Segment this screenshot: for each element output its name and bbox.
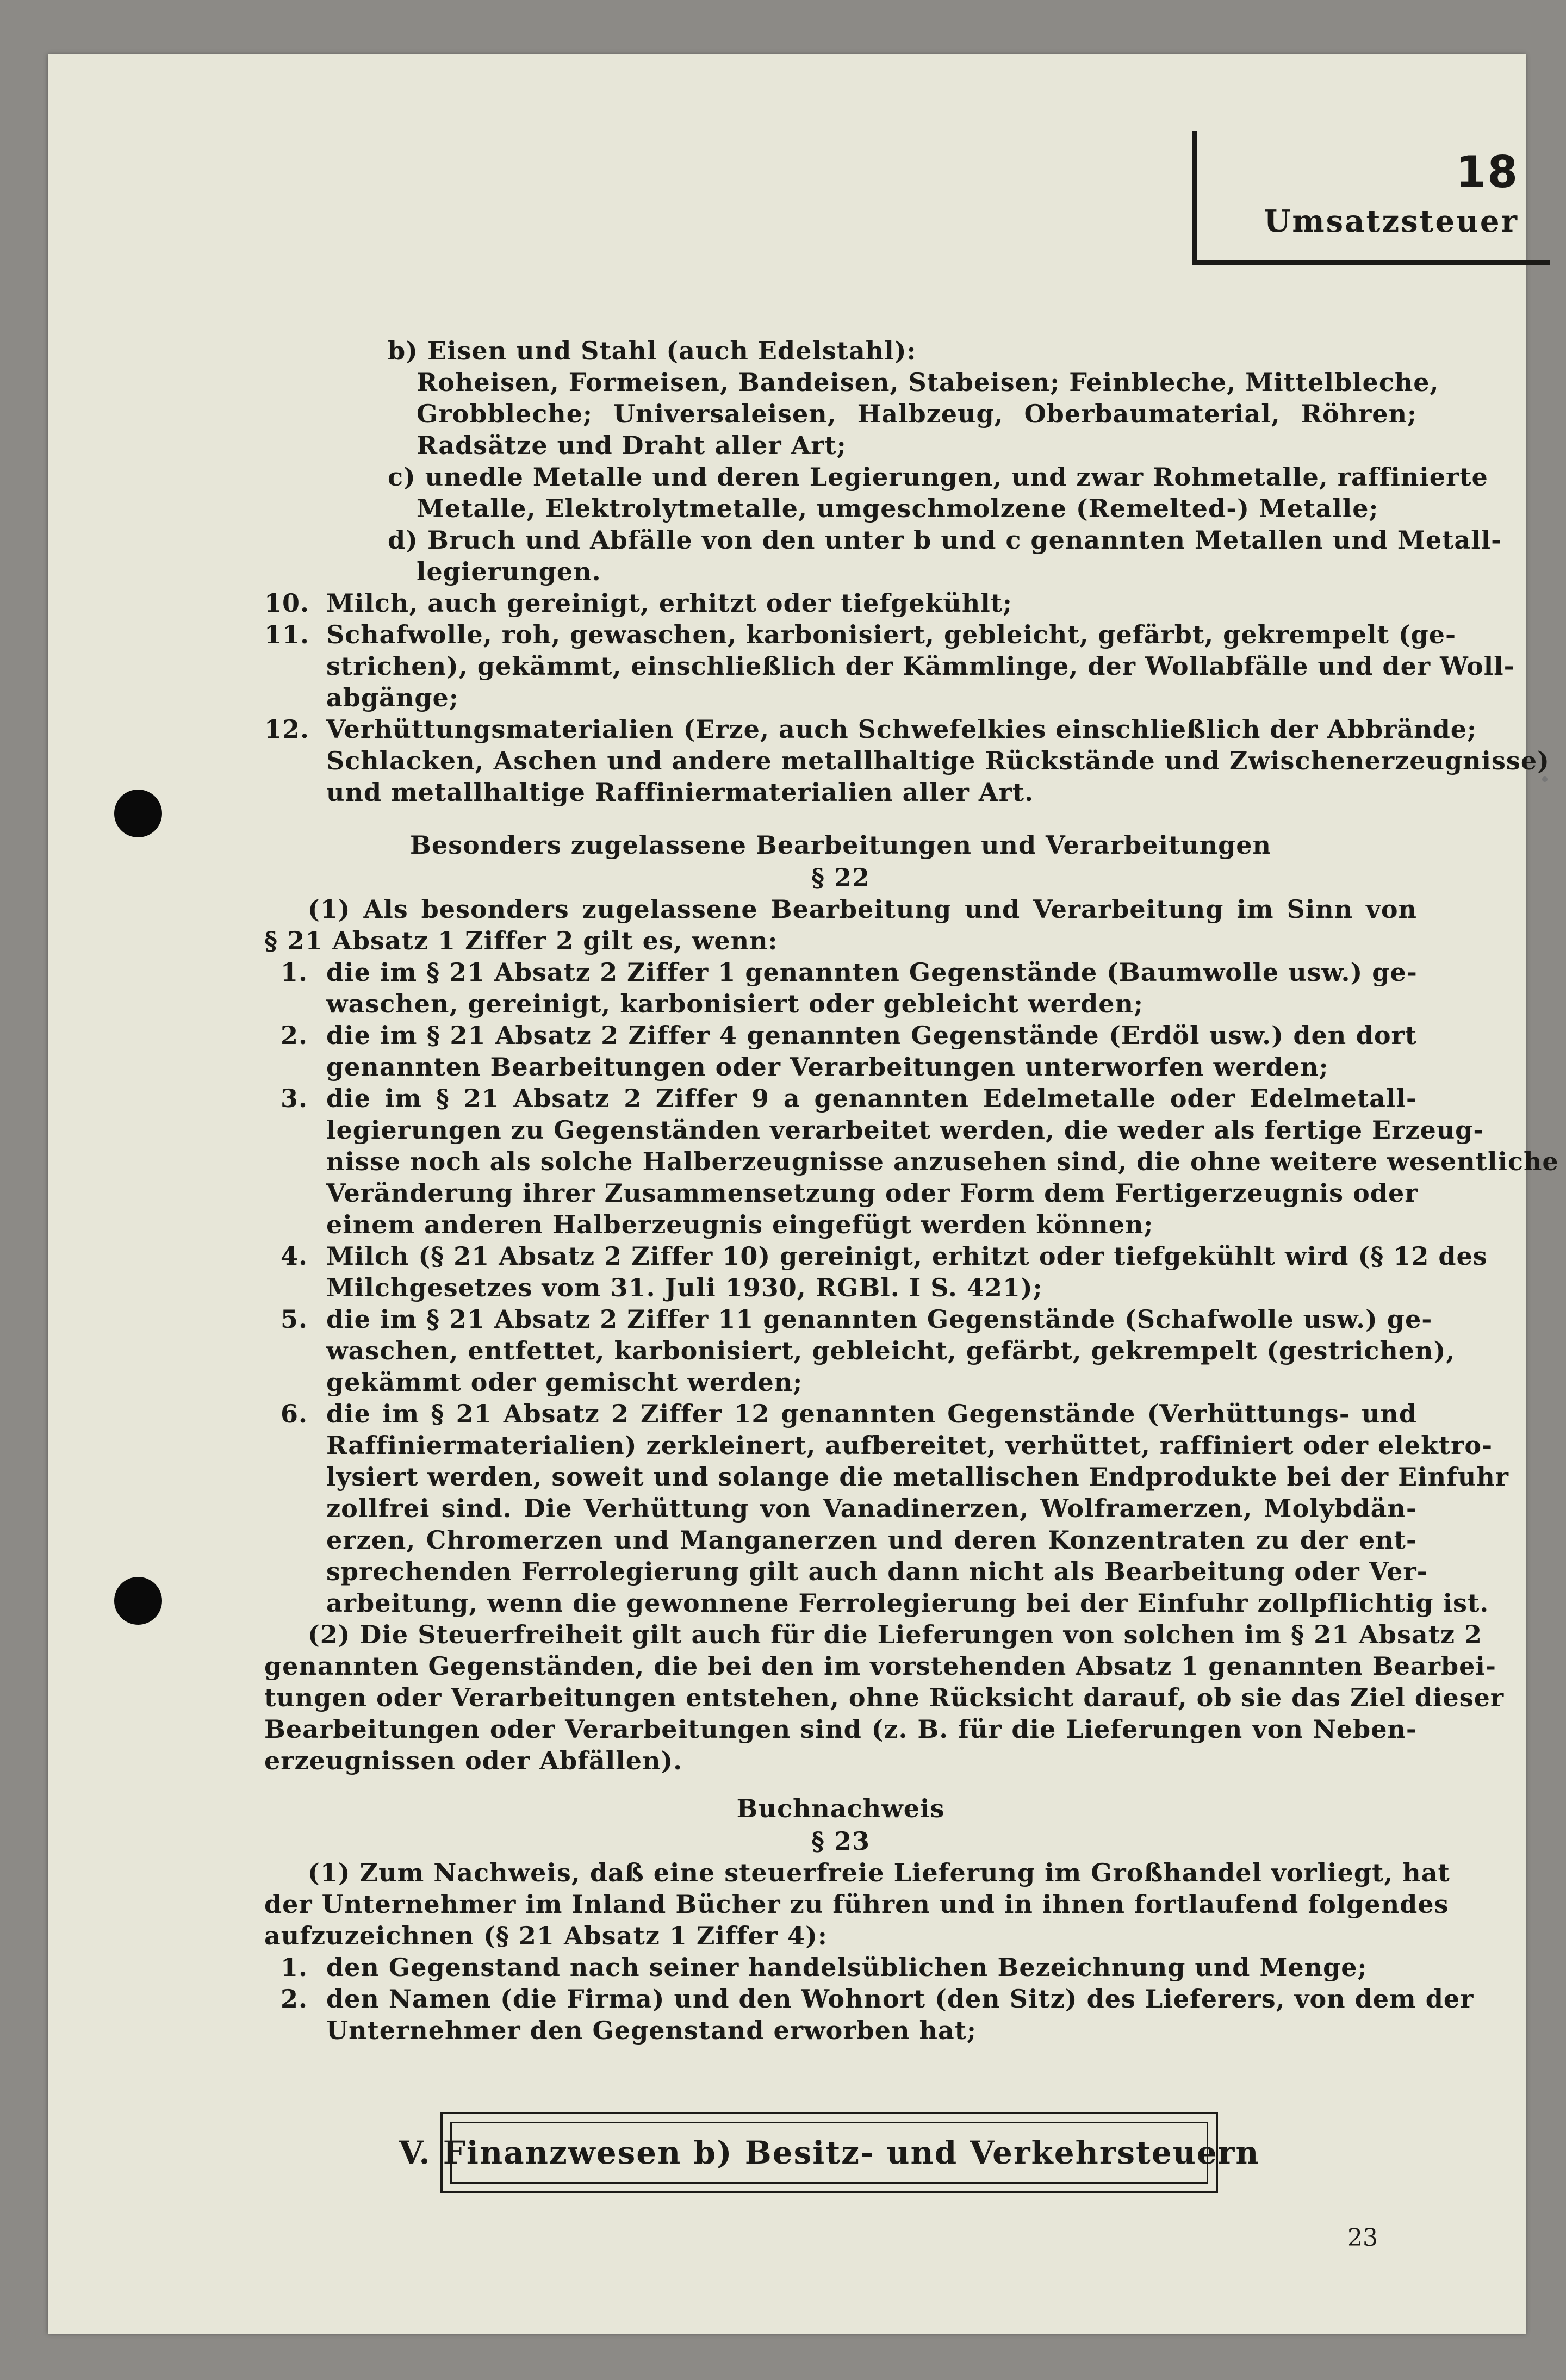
text-line: Verhüttungsmaterialien (Erze, auch Schwefelkies einschließlich der Abbrände;	[326, 714, 1477, 744]
text-line: Grobbleche; Universaleisen, Halbzeug, Oberbaumaterial, Röhren;	[417, 399, 1417, 428]
section-header	[1192, 131, 1550, 265]
list-marker: 11.	[264, 620, 310, 649]
text-line: die im § 21 Absatz 2 Ziffer 4 genannten Gegenstände (Erdöl usw.) den dort	[326, 1021, 1417, 1050]
page-number: 23	[1347, 2224, 1378, 2252]
text-line: erzen, Chromerzen und Manganerzen und deren Konzentraten zu der ent-	[326, 1525, 1417, 1555]
text-line: legierungen zu Gegenständen verarbeitet werden, die weder als fertige Erzeug-	[326, 1115, 1484, 1145]
section-heading: Buchnachweis	[736, 1794, 945, 1823]
text-line: die im § 21 Absatz 2 Ziffer 11 genannten Gegenstände (Schafwolle usw.) ge-	[326, 1304, 1433, 1334]
text-line: zollfrei sind. Die Verhüttung von Vanadinerzen, Wolframerzen, Molybdän-	[326, 1494, 1417, 1523]
text-line: gekämmt oder gemischt werden;	[326, 1368, 803, 1397]
text-line: aufzuzeichnen (§ 21 Absatz 1 Ziffer 4):	[264, 1921, 828, 1950]
text-line: der Unternehmer im Inland Bücher zu führen und in ihnen fortlaufend folgendes	[264, 1890, 1449, 1919]
list-marker: 6.	[281, 1399, 308, 1428]
paper-speck	[1542, 776, 1548, 782]
list-marker: 1.	[281, 958, 308, 987]
section-title: Umsatzsteuer	[1264, 203, 1519, 239]
footer-category-label: V. Finanzwesen b) Besitz- und Verkehrsteuern	[399, 2134, 1260, 2171]
text-line: b) Eisen und Stahl (auch Edelstahl):	[388, 336, 917, 365]
text-line: den Gegenstand nach seiner handelsüblichen Bezeichnung und Menge;	[326, 1953, 1368, 1982]
text-line: strichen), gekämmt, einschließlich der Kämmlinge, der Wollabfälle und der Woll-	[326, 651, 1515, 681]
text-line: Metalle, Elektrolytmetalle, umgeschmolzene (Remelted-) Metalle;	[417, 494, 1379, 523]
text-line: Veränderung ihrer Zusammensetzung oder Form dem Fertigerzeugnis oder	[326, 1178, 1419, 1208]
text-line: nisse noch als solche Halberzeugnisse anzusehen sind, die ohne weitere wesentliche	[326, 1147, 1559, 1176]
list-marker: 2.	[281, 1984, 308, 2014]
text-line: und metallhaltige Raffiniermaterialien aller Art.	[326, 778, 1034, 807]
text-line: c) unedle Metalle und deren Legierungen, und zwar Rohmetalle, raffinierte	[388, 462, 1488, 492]
text-line: Radsätze und Draht aller Art;	[417, 431, 847, 460]
list-marker: 1.	[281, 1953, 308, 1982]
text-line: sprechenden Ferrolegierung gilt auch dann nicht als Bearbeitung oder Ver-	[326, 1557, 1428, 1586]
text-line: Milch, auch gereinigt, erhitzt oder tiefgekühlt;	[326, 588, 1012, 618]
text-line: Milchgesetzes vom 31. Juli 1930, RGBl. I S. 421);	[326, 1273, 1043, 1302]
paragraph-number: § 23	[811, 1826, 871, 1856]
text-line: Unternehmer den Gegenstand erworben hat;	[326, 2016, 977, 2045]
text-line: (1) Als besonders zugelassene Bearbeitung und Verarbeitung im Sinn von	[308, 894, 1417, 924]
text-line: erzeugnissen oder Abfällen).	[264, 1746, 683, 1775]
text-line: einem anderen Halberzeugnis eingefügt werden können;	[326, 1210, 1154, 1239]
text-line: (2) Die Steuerfreiheit gilt auch für die Lieferungen von solchen im § 21 Absatz 2	[308, 1620, 1483, 1649]
list-marker: 2.	[281, 1021, 308, 1050]
text-line: lysiert werden, soweit und solange die metallischen Endprodukte bei der Einfuhr	[326, 1462, 1509, 1492]
text-line: Schlacken, Aschen und andere metallhaltige Rückstände und Zwischenerzeugnisse)	[326, 746, 1550, 775]
text-line: die im § 21 Absatz 2 Ziffer 9 a genannten Edelmetalle oder Edelmetall-	[326, 1084, 1417, 1113]
text-line: legierungen.	[417, 557, 601, 586]
text-line: die im § 21 Absatz 2 Ziffer 12 genannten Gegenstände (Verhüttungs- und	[326, 1399, 1417, 1428]
text-line: Roheisen, Formeisen, Bandeisen, Stabeisen; Feinbleche, Mittelbleche,	[417, 368, 1439, 397]
text-line: Raffiniermaterialien) zerkleinert, aufbereitet, verhüttet, raffiniert oder elektro-	[326, 1431, 1493, 1460]
text-line: § 21 Absatz 1 Ziffer 2 gilt es, wenn:	[264, 926, 778, 955]
list-marker: 12.	[264, 714, 310, 744]
section-number: 18	[1456, 147, 1519, 197]
list-marker: 10.	[264, 588, 310, 618]
text-line: d) Bruch und Abfälle von den unter b und c genannten Metallen und Metall-	[388, 525, 1502, 555]
list-marker: 3.	[281, 1084, 308, 1113]
text-line: waschen, gereinigt, karbonisiert oder gebleicht werden;	[326, 989, 1144, 1018]
text-line: (1) Zum Nachweis, daß eine steuerfreie Lieferung im Großhandel vorliegt, hat	[308, 1858, 1450, 1887]
text-line: genannten Bearbeitungen oder Verarbeitungen unterworfen werden;	[326, 1052, 1329, 1082]
punch-hole	[114, 790, 162, 837]
text-line: die im § 21 Absatz 2 Ziffer 1 genannten Gegenstände (Baumwolle usw.) ge-	[326, 958, 1418, 987]
footer-category-box	[399, 2112, 1260, 2193]
list-marker: 4.	[281, 1241, 308, 1271]
list-marker: 5.	[281, 1304, 308, 1334]
text-line: Schafwolle, roh, gewaschen, karbonisiert, gebleicht, gefärbt, gekrempelt (ge-	[326, 620, 1457, 649]
section-heading: Besonders zugelassene Bearbeitungen und Verarbeitungen	[410, 830, 1271, 860]
text-line: tungen oder Verarbeitungen entstehen, ohne Rücksicht darauf, ob sie das Ziel dieser	[264, 1683, 1505, 1712]
document-page	[48, 54, 1559, 2334]
punch-hole	[114, 1577, 162, 1625]
paragraph-number: § 22	[811, 863, 871, 892]
text-line: Milch (§ 21 Absatz 2 Ziffer 10) gereinigt, erhitzt oder tiefgekühlt wird (§ 12 des	[326, 1241, 1488, 1271]
text-line: den Namen (die Firma) und den Wohnort (den Sitz) des Lieferers, von dem der	[326, 1984, 1474, 2014]
text-line: arbeitung, wenn die gewonnene Ferrolegierung bei der Einfuhr zollpflichtig ist.	[326, 1588, 1489, 1618]
text-line: abgänge;	[326, 683, 459, 712]
text-line: Bearbeitungen oder Verarbeitungen sind (z. B. für die Lieferungen von Neben-	[264, 1714, 1417, 1744]
text-line: waschen, entfettet, karbonisiert, gebleicht, gefärbt, gekrempelt (gestrichen),	[326, 1336, 1456, 1365]
text-line: genannten Gegenständen, die bei den im vorstehenden Absatz 1 genannten Bearbei-	[264, 1651, 1496, 1681]
